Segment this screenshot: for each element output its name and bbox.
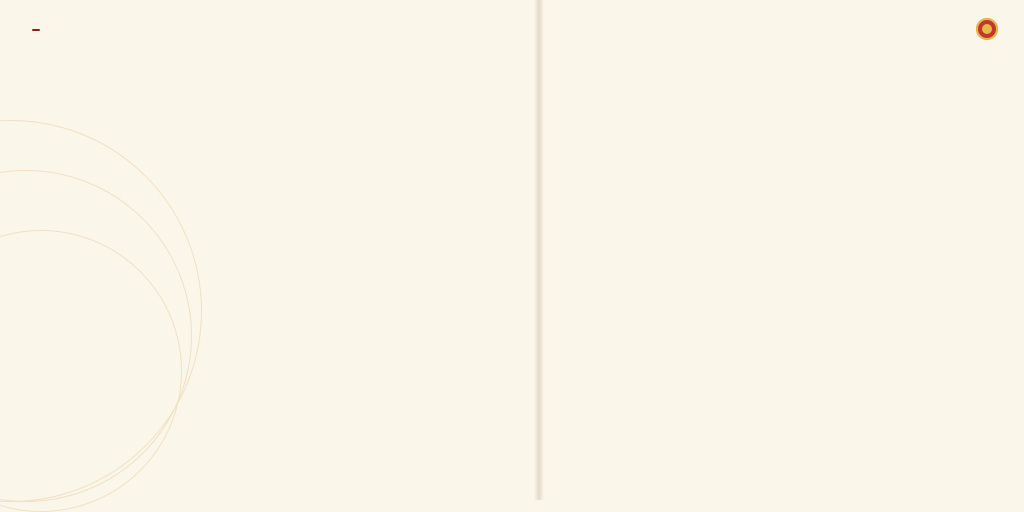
brand-logo	[976, 18, 1004, 40]
emblem-icon	[976, 18, 998, 40]
page-number-badge	[32, 29, 40, 31]
page-header	[32, 22, 46, 38]
